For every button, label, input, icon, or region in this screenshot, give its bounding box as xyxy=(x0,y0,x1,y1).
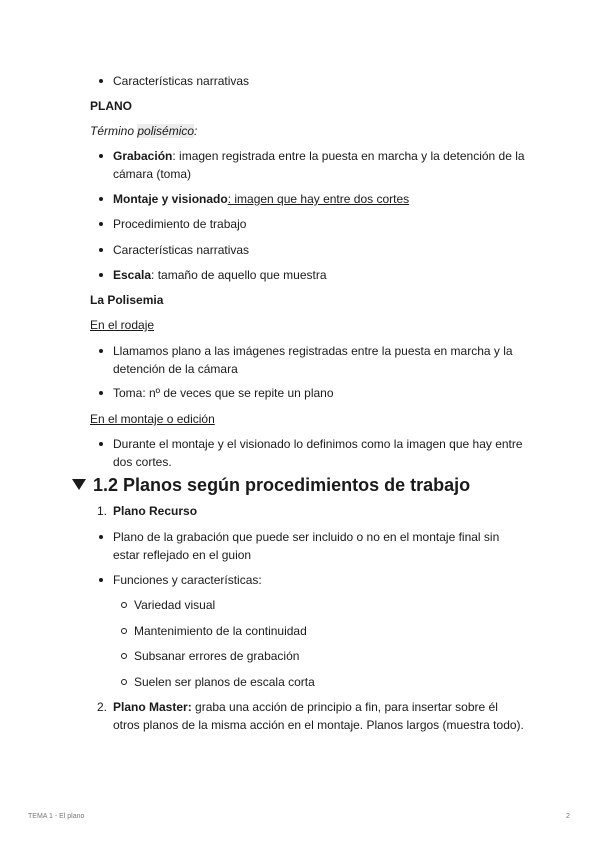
footer-title: TEMA 1 - El plano xyxy=(28,813,85,820)
numbered-item-recurso: 1. Plano Recurso xyxy=(97,504,198,518)
plano-heading: PLANO xyxy=(90,99,132,113)
polisemia-heading: La Polisemia xyxy=(90,293,164,307)
highlighted-word: polisémico xyxy=(137,124,195,138)
sub-bullet-item: Variedad visual xyxy=(134,598,216,612)
bullet-grabacion: Grabación: imagen registrada entre la puesta en marcha y la detención de la cámara (toma) xyxy=(113,149,525,181)
sub-bullet-item: Suelen ser planos de escala corta xyxy=(134,675,315,689)
termino-line: Término polisémico: xyxy=(90,124,198,138)
bullet-recurso-desc: Plano de la grabación que puede ser incluido o no en el montaje final sin estar reflejado en el guion xyxy=(113,530,500,562)
bullet-montaje: Montaje y visionado: imagen que hay entre dos cortes xyxy=(113,192,410,206)
page-number: 2 xyxy=(566,813,570,820)
bullet-caracteristicas-top: Características narrativas xyxy=(113,74,250,88)
bullet-llamamos: Llamamos plano a las imágenes registradas entre la puesta en marcha y la detención de la cámara xyxy=(113,344,513,376)
rodaje-heading: En el rodaje xyxy=(90,318,155,332)
bullet-toma: Toma: nº de veces que se repite un plano xyxy=(113,386,334,400)
numbered-item-master: 2. Plano Master: graba una acción de principio a fin, para insertar sobre él otros planos de la misma acción en el montaje. Planos largos (muestra todo). xyxy=(97,700,524,732)
bullet-procedimiento: Procedimiento de trabajo xyxy=(113,217,247,231)
sub-bullet-item: Mantenimiento de la continuidad xyxy=(134,624,307,638)
section-heading[interactable]: 1.2 Planos según procedimientos de trabajo xyxy=(72,474,470,496)
bullet-durante: Durante el montaje y el visionado lo definimos como la imagen que hay entre dos cortes. xyxy=(113,437,523,469)
bullet-funciones: Funciones y características: xyxy=(113,573,262,587)
collapse-triangle-icon[interactable] xyxy=(72,479,86,490)
bullet-escala: Escala: tamaño de aquello que muestra xyxy=(113,268,327,282)
sub-bullet-item: Subsanar errores de grabación xyxy=(134,649,300,663)
montaje-heading: En el montaje o edición xyxy=(90,412,215,426)
bullet-caracteristicas: Características narrativas xyxy=(113,243,250,257)
